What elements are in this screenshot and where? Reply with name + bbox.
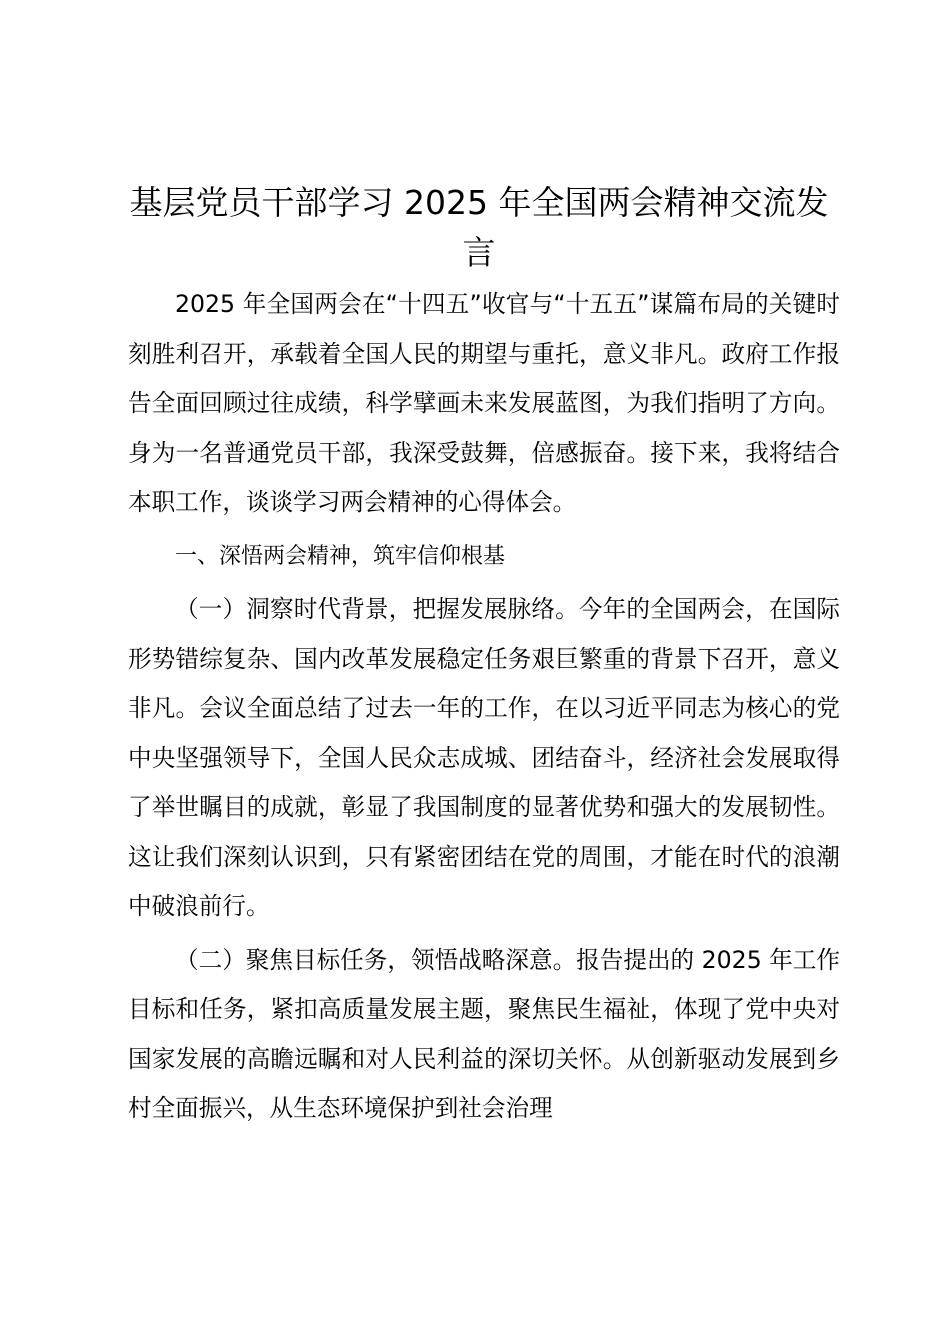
document-body xyxy=(128,280,840,1134)
intro-paragraph: 2025 年全国两会在“十四五”收官与“十五五”谋篇布局的关键时刻胜利召开，承载着全国人民的期望与重托，意义非凡。政府工作报告全面回顾过往成绩，科学擘画未来发展蓝图，为我们指明了方向。身为一名普通党员干部，我深受鼓舞，倍感振奋。接下来，我将结合本职工作，谈谈学习两会精神的心得体会。 xyxy=(128,290,840,516)
section-paragraph-1: （一）洞察时代背景，把握发展脉络。今年的全国两会，在国际形势错综复杂、国内改革发展稳定任务艰巨繁重的背景下召开，意义非凡。会议全面总结了过去一年的工作，在以习近平同志为核心的党中央坚强领导下，全国人民众志成城、团结奋斗，经济社会发展取得了举世瞩目的成就，彰显了我国制度的显著优势和强大的发展韧性。这让我们深刻认识到，只有紧密团结在党的周围，才能在时代的浪潮中破浪前行。 xyxy=(128,595,840,920)
document-title: 基层党员干部学习 2025 年全国两会精神交流发言 xyxy=(129,183,829,272)
section-heading: 一、深悟两会精神，筑牢信仰根基 xyxy=(175,543,506,569)
section-paragraph-2: （二）聚焦目标任务，领悟战略深意。报告提出的 2025 年工作目标和任务，紧扣高质量发展主题，聚焦民生福祉，体现了党中央对国家发展的高瞻远瞩和对人民利益的深切关怀。从创新驱动发展到乡村全面振兴，从生态环境保护到社会治理 xyxy=(128,945,840,1122)
